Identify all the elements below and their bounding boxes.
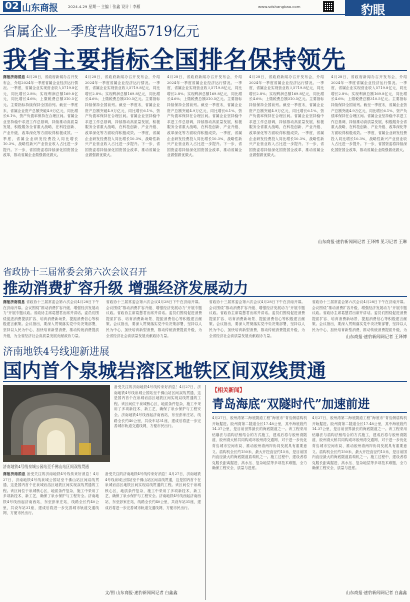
- article2-body: [3, 300, 407, 340]
- article1-text: 4月28日，省政府新闻办召开发布会，介绍2024年一季度省属企业经济运行情况。一季度，省属企业实现营业收入5719.8亿元，同比增长2.8%；实现利润总额169.8亿元，同比增长4.6%；上缴税费总额310.5亿元。主要指标持续保持全国前列。截至一季度末，省属企业资产总额突破4.9万亿元，同比增长6.1%，资产负债率保持在合理区间。省属企业坚持稳中求进工作总基调，持续推动高质量发展，积极服务全省重大战略，在科技创新、产业升级、改革深化等方面取得积极成效。一季度，省属企业研发经费投入同比增长10.3%，战略性新兴产业营业收入占比进一步提升。下一步，省国资委将持续深化国资国企改革，推动省属企业做强做优做大。: [85, 75, 160, 158]
- article1-body: [3, 75, 407, 259]
- issue-meta: 2024.4.29 星期一 主编｜张鑫 设计｜李雁: [68, 4, 141, 9]
- article3-subtitle: 济南地铁4号线迎新进展: [3, 347, 110, 358]
- article2-text: 省政协十三届常委会第六次会议4月28日下午在济南开幕。会议围绕“推动消费扩容升级、增强经济发展动力”开展专题议政。省政协主席葛慧君出席并讲话。委员们围绕促进消费提质扩容、培育消费新场景、提振消费信心等积极建言献策。会议指出，要深入贯彻落实党中央决策部署，坚持以人民为中心，加快培育新型消费，推动传统消费提质升级，为: [312, 300, 407, 332]
- lead-label: 商报济南消息: [3, 472, 26, 476]
- article2-col2: [106, 300, 202, 340]
- article2-byline: 山东商报·速豹新闻网记者 王译博: [345, 334, 407, 339]
- article2-rule: [3, 296, 407, 297]
- column-logo-text: 豹眼: [361, 3, 386, 17]
- article3-byline: 文/图 山东商报·速豹新闻网记者 白鑫鑫: [105, 590, 178, 595]
- article1-headline: 我省主要指标全国排名保持领先: [3, 45, 346, 74]
- article3-rule: [3, 381, 407, 382]
- article3-text: 备受关注的济南地铁4号线传来好消息！4月27日，济南地铁4号线泉城公园站至千佛山站区间双线贯通，这是国内首个在泉城岩溶区地铁区间实现双线贯通的工程。该区间位于泉城核心区，地质条件复杂，施工中采用了多项新技术、新工艺，确保了泉水保护与工程安全。济南地铁4号线西起济南西站，东至彭家庄站，线路全长约40公里，共设车站31座，建成后将进一步完善城市轨道交通线网，方便市民出行。: [105, 472, 201, 510]
- article1-col1: [3, 75, 78, 259]
- article3-col2: [105, 472, 201, 572]
- article1-col5: [331, 75, 407, 227]
- section-name: 山东商报: [22, 4, 59, 14]
- article2-col1: [3, 300, 99, 340]
- photo-caption: 济南地铁4号线泉城公园站至千佛山站区间双线贯通: [3, 464, 89, 469]
- lead-label: 商报济南消息: [3, 300, 25, 304]
- article3-text: 备受关注的济南地铁4号线传来好消息！4月27日，济南地铁4号线泉城公园站至千佛山站区间双线贯通，这是国内首个在泉城岩溶区地铁区间实现双线贯通的工程。该区间位于泉城核心区，地质条件复杂，施工中采用了多项新技术、新工艺，确保了泉水保护与工程安全。济南地铁4号线西起济南西站，东至彭家庄站，线路全长约40公里，共设车站31座，建成后将进一步完善城市轨道交通线网，方便市民出行。: [114, 385, 201, 429]
- page-number: 02: [5, 1, 19, 12]
- article2-text: 省政协十三届常委会第六次会议4月28日下午在济南开幕。会议围绕“推动消费扩容升级、增强经济发展动力”开展专题议政。省政协主席葛慧君出席并讲话。委员们围绕促进消费提质扩容、培育消费新场景、提振消费信心等积极建言献策。会议指出，要深入贯彻落实党中央决策部署，坚持以人民为中心，加快培育新型消费，推动传统消费提质升级，为全省经济社会高质量发展贡献政协力量。: [3, 300, 99, 338]
- article4-byline: 山东商报·速豹新闻网记者 白鑫鑫: [345, 590, 407, 595]
- lead-label: 商报济南消息: [3, 75, 26, 79]
- related-news-tag: 【相关新闻】: [212, 388, 246, 394]
- article4-text: 4月27日，胶州湾第二海底隧道工程“海底市”青岛侧盾构机开始掘进。胶州湾第二隧道全长17.48公里，其中海底段约14.37公里，是目前世界最长的海底隧道之一。该工程采用钻爆法与盾构法相结合的方式施工，建成后将与胶州湾隧道、胶州湾大桥共同构成环胶州湾交通网，对于进一步优化青岛城市空间布局、推动胶州湾两岸协同发展具有重要意义。盾构机全长约150米，最大开挖直径约15米，是目前国内直径最大的海底隧道盾构机之一。施工过程中，建设者将克服长距离掘进、高水压、复杂地层等多项技术难题，全力确保工程安全、质量与进度。: [212, 416, 307, 471]
- article1-text: 4月28日，省政府新闻办召开发布会，介绍2024年一季度省属企业经济运行情况。一季度，省属企业实现营业收入5719.8亿元，同比增长2.8%；实现利润总额169.8亿元，同比增长4.6%；上缴税费总额310.5亿元。主要指标持续保持全国前列。截至一季度末，省属企业资产总额突破4.9万亿元，同比增长6.1%，资产负债率保持在合理区间。省属企业坚持稳中求进工作总基调，持续推动高质量发展，积极服务全省重大战略，在科技创新、产业升级、改革深化等方面取得积极成效。一季度，省属企业研发经费投入同比增长10.3%，战略性新兴产业营业收入占比进一步提升。下一步，省国资委将持续深化国资国企改革，推动省属企业做强做优做大。: [3, 75, 78, 158]
- article1-col4: [249, 75, 324, 259]
- article2-col3: [209, 300, 305, 340]
- qr-code-icon: [323, 1, 334, 12]
- article2-headline: 推动消费扩容升级 增强经济发展动力: [3, 279, 249, 297]
- article4-col1: [212, 416, 307, 596]
- article2-text: 省政协十三届常委会第六次会议4月28日下午在济南开幕。会议围绕“推动消费扩容升级、增强经济发展动力”开展专题议政。省政协主席葛慧君出席并讲话。委员们围绕促进消费提质扩容、培育消费新场景、提振消费信心等积极建言献策。会议指出，要深入贯彻落实党中央决策部署，坚持以人民为中心，加快培育新型消费，推动传统消费提质升级，为全省经济社会高质量发展贡献政协力量。: [209, 300, 305, 338]
- article2-col4: [312, 300, 407, 334]
- article3-col-top: [114, 385, 201, 467]
- article1-rule: [3, 70, 407, 71]
- article3-text: 备受关注的济南地铁4号线传来好消息！4月27日，济南地铁4号线泉城公园站至千佛山站区间双线贯通，这是国内首个在泉城岩溶区地铁区间实现双线贯通的工程。该区间位于泉城核心区，地质条件复杂，施工中采用了多项新技术、新工艺，确保了泉水保护与工程安全。济南地铁4号线西起济南西站，东至彭家庄站，线路全长约40公里，共设车站31座，建成后将进一步完善城市轨道交通线网，方便市民出行。: [3, 472, 99, 516]
- column-logo: [345, 0, 410, 16]
- column-divider: [205, 385, 206, 600]
- article2-subtitle: 省政协十三届常委会第六次会议召开: [3, 268, 148, 278]
- website: www.sdshangbao.com: [258, 4, 301, 9]
- article4-rule: [212, 412, 407, 413]
- article1-text: 4月28日，省政府新闻办召开发布会，介绍2024年一季度省属企业经济运行情况。一季度，省属企业实现营业收入5719.8亿元，同比增长2.8%；实现利润总额169.8亿元，同比增长4.6%；上缴税费总额310.5亿元。主要指标持续保持全国前列。截至一季度末，省属企业资产总额突破4.9万亿元，同比增长6.1%，资产负债率保持在合理区间。省属企业坚持稳中求进工作总基调，持续推动高质量发展，积极服务全省重大战略，在科技创新、产业升级、改革深化等方面取得积极成效。一季度，省属企业研发经费投入同比增长10.3%，战略性新兴产业营业收入占比进一步提升。下一步，省国资委将持续深化国资国企改革，推动省属企业做强做优做大。: [167, 75, 242, 158]
- article4-text: 4月27日，胶州湾第二海底隧道工程“海底市”青岛侧盾构机开始掘进。胶州湾第二隧道全长17.48公里，其中海底段约14.37公里，是目前世界最长的海底隧道之一。该工程采用钻爆法与盾构法相结合的方式施工，建成后将与胶州湾隧道、胶州湾大桥共同构成环胶州湾交通网，对于进一步优化青岛城市空间布局、推动胶州湾两岸协同发展具有重要意义。盾构机全长约150米，最大开挖直径约15米，是目前国内直径最大的海底隧道盾构机之一。施工过程中，建设者将克服长距离掘进、高水压、复杂地层等多项技术难题，全力确保工程安全、质量与进度。: [312, 416, 407, 471]
- article1-col2: [85, 75, 160, 259]
- article1-subtitle: 省属企业一季度营收超5719亿元: [3, 24, 200, 40]
- tunnel-photo: [3, 385, 110, 462]
- article4-col2: [312, 416, 407, 586]
- article4-headline: 青岛海底“双隧时代”加速前进: [212, 397, 370, 411]
- article1-text: 4月28日，省政府新闻办召开发布会，介绍2024年一季度省属企业经济运行情况。一季度，省属企业实现营业收入5719.8亿元，同比增长2.8%；实现利润总额169.8亿元，同比增长4.6%；上缴税费总额310.5亿元。主要指标持续保持全国前列。截至一季度末，省属企业资产总额突破4.9万亿元，同比增长6.1%，资产负债率保持在合理区间。省属企业坚持稳中求进工作总基调，持续推动高质量发展，积极服务全省重大战略，在科技创新、产业升级、改革深化等方面取得积极成效。一季度，省属企业研发经费投入同比增长10.3%，战略性新兴产业营业收入占比进一步提升。下一步，省国资委将持续深化国资国企改革，推动省属企业做强做优做大。: [249, 75, 324, 158]
- article3-col1: [3, 472, 99, 582]
- article1-byline: 山东商报·速豹新闻网记者 王译博 见习记者 王琳: [317, 239, 407, 244]
- article2-text: 省政协十三届常委会第六次会议4月28日下午在济南开幕。会议围绕“推动消费扩容升级、增强经济发展动力”开展专题议政。省政协主席葛慧君出席并讲话。委员们围绕促进消费提质扩容、培育消费新场景、提振消费信心等积极建言献策。会议指出，要深入贯彻落实党中央决策部署，坚持以人民为中心，加快培育新型消费，推动传统消费提质升级，为全省经济社会高质量发展贡献政协力量。: [106, 300, 202, 338]
- article3-headline: 国内首个泉城岩溶区地铁区间双线贯通: [3, 360, 327, 382]
- article1-text: 4月28日，省政府新闻办召开发布会，介绍2024年一季度省属企业经济运行情况。一季度，省属企业实现营业收入5719.8亿元，同比增长2.8%；实现利润总额169.8亿元，同比增长4.6%；上缴税费总额310.5亿元。主要指标持续保持全国前列。截至一季度末，省属企业资产总额突破4.9万亿元，同比增长6.1%，资产负债率保持在合理区间。省属企业坚持稳中求进工作总基调，持续推动高质量发展，积极服务全省重大战略，在科技创新、产业升级、改革深化等方面取得积极成效。一季度，省属企业研发经费投入同比增长10.3%，战略性新兴产业营业收入占比进一步提升。下一步，省国资委将持续深化国资国企改革，推动省属企业做强做优做大。: [331, 75, 407, 152]
- article1-col3: [167, 75, 242, 259]
